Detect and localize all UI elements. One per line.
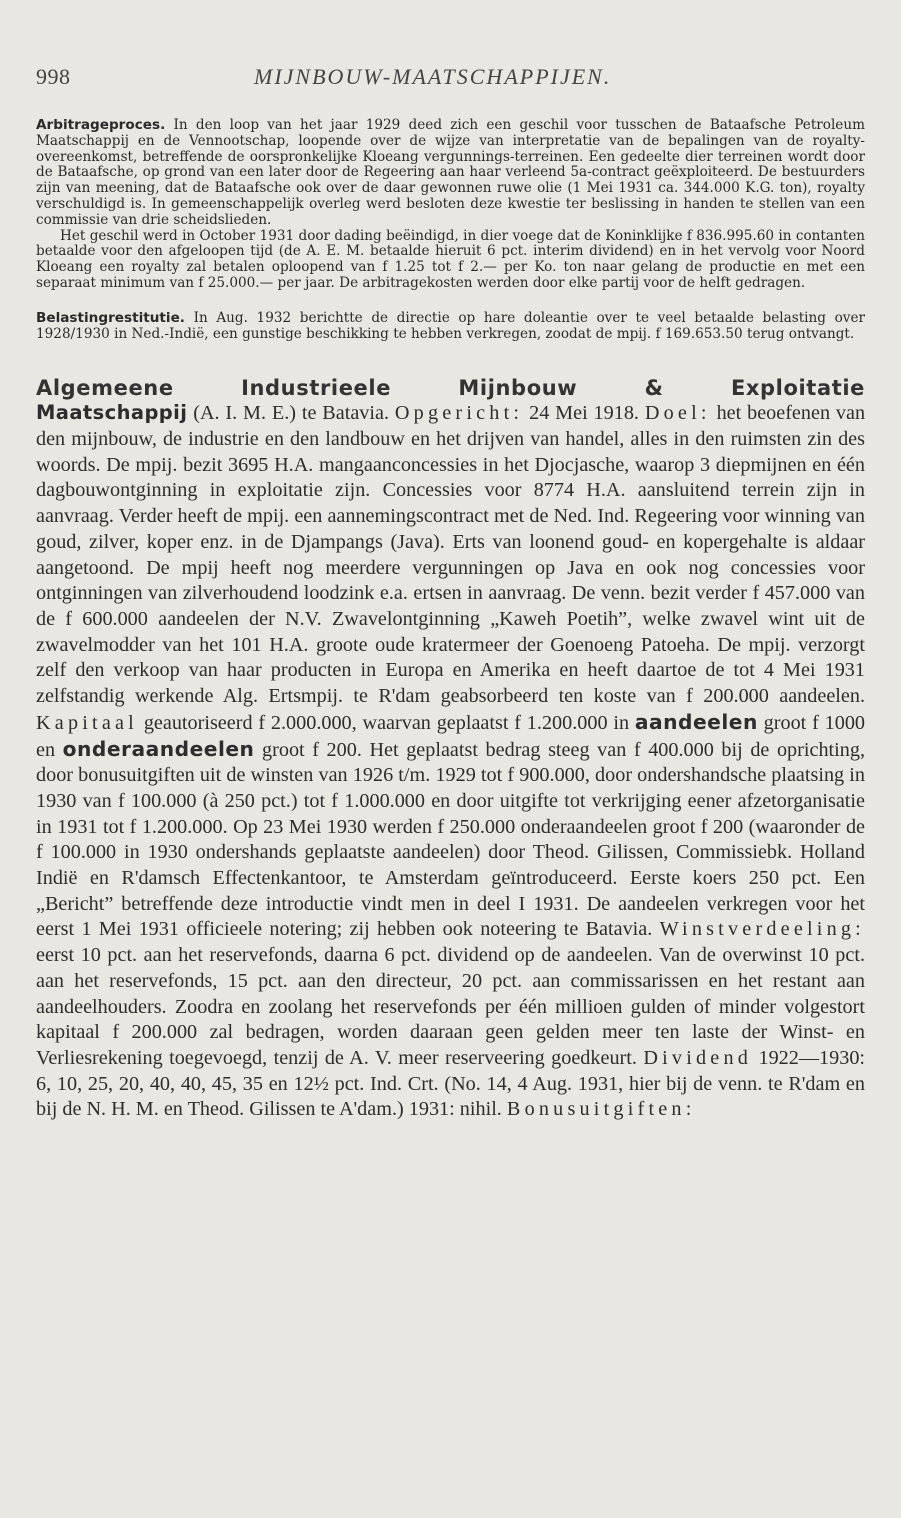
bonusuitgiften-label: Bonusuitgiften: (506, 1098, 696, 1121)
paragraph-gap (36, 292, 865, 311)
arbitrage-text: In den loop van het jaar 1929 deed zich een geschil voor tusschen de Bataafsche Petroleum Maatschappij en de Vennootschap, loopende over de wijze van interpretatie van de bepalingen van de royalty-overeenkomst, betreffende de oorspronkelijke Kloeang vergunnings-terreinen. Een gedeelte dier terreinen wordt door de Bataafsche, op grond van een later door de Regeering aan haar verleend 5a-contract geëxploiteerd. De bestuurders zijn van meening, dat de Bataafsche ook over de daar gewonnen ruwe olie (1 Mei 1931 ca. 344.000 K.G. ton), royalty verschuldigd is. In gemeenschappelijk overleg werd besloten deze kwestie ter beslissing in handen te stellen van een commissie van drie scheidslieden. (36, 117, 865, 228)
company-text-b: geautoriseerd f 2.000.000, waarvan geplaatst f 1.200.000 in (143, 711, 630, 734)
onderaandeelen-label: onderaandeelen (62, 736, 255, 761)
company-name-rest: (A. I. M. E.) te Batavia. (193, 402, 390, 425)
page-number: 998 (36, 64, 71, 89)
page-header (36, 64, 865, 94)
opgericht-label: Opgericht: (394, 402, 524, 425)
company-name: Maatschappij (36, 401, 188, 425)
belasting-paragraph (36, 311, 865, 343)
belasting-heading: Belastingrestitutie. (36, 309, 185, 326)
doel-label: Doel: (644, 402, 711, 425)
company-text-f: 1922—1930: 6, 10, 25, 20, 40, 40, 45, 35 en 12½ pct. Ind. Crt. (No. 14, 4 Aug. 1931, hier bij de venn. te R'dam en bij de N. H. M. en Theod. Gilissen te A'dam.) 1931: nihil. (36, 1046, 866, 1121)
arbitrage-heading: Arbitrageproces. (36, 117, 166, 133)
company-heading: Algemeene Industrieele Mijnbouw & Exploitatie (36, 376, 865, 401)
winstverdeeling-label: Winstverdeeling: (659, 918, 865, 941)
arbitrage-text-2: Het geschil werd in October 1931 door dading beëindigd, in dier voege dat de Koninklijke f 836.995.60 in contanten betaalde voor den afgeloopen tijd (de A. E. M. betaalde hieruit 6 pct. interim dividend) en in het vervolg voor Noord Kloeang een royalty zal betalen oploopend van f 1.25 tot f 2.— per Ko. ton naar gelang de productie en met een separaat minimum van f 25.000.— per jaar. De arbitragekosten werden door elke partij voor de helft gedragen. (36, 227, 865, 291)
company-text-d: groot f 200. Het geplaatst bedrag steeg van f 400.000 bij de oprichting, door bonusuitgiften uit de winsten van 1926 t/m. 1929 tot f 900.000, door ondershandsche plaatsing in 1930 van f 100.000 (à 250 pct.) tot f 1.000.000 en door uitgifte tot verkrijging eener afzetorganisatie in 1931 tot f 1.200.000. Op 23 Mei 1930 werden f 250.000 onderaandeelen groot f 200 (waaronder de f 100.000 in 1930 ondershands geplaatste aandeelen) door Theod. Gilissen, Commissiebk. Holland Indië en R'damsch Effectenkantoor, te Amsterdam geïntroduceerd. Eerste koers 250 pct. Een „Bericht” betreffende deze introductie vindt men in deel I 1931. De aandeelen verkregen voor het eerst 1 Mei 1931 officieele notering; zij hebben ook noteering te Batavia. (36, 738, 865, 941)
aandeelen-label: aandeelen (634, 709, 758, 734)
kapitaal-label: Kapitaal (36, 711, 138, 734)
belasting-text: In Aug. 1932 berichtte de directie op hare doleantie over te veel betaalde belasting over 1928/1930 in Ned.-Indië, een gunstige beschikking te hebben verkregen, zoodat de mpij. f 169.653.50 terug ontvangt. (36, 309, 865, 342)
running-title: MIJNBOUW-MAATSCHAPPIJEN. (254, 64, 612, 89)
company-text-e: eerst 10 pct. aan het reservefonds, daarna 6 pct. dividend op de aandeelen. Van de overwinst 10 pct. aan het reservefonds, 15 pct. aan den directeur, 20 pct. aan commissarissen en het restant aan aandeelhouders. Zoodra en zoolang het reservefonds per één millioen gulden of minder volgestort kapitaal f 200.000 zal bedragen, worden daaraan geen gelden meer ten laste der Winst- en Verliesrekening toegevoegd, tenzij de A. V. meer reserveering goedkeurt. (36, 944, 865, 1069)
company-text-a: het beoefenen van den mijnbouw, de industrie en den landbouw en het drijven van handel, alles in den ruimsten zin des woords. De mpij. bezit 3695 H.A. mangaanconcessies in het Djocjasche, waarop 3 diepmijnen en één dagbouwontginning in exploitatie zijn. Concessies voor 8774 H.A. aansluitend terrein zijn in aanvraag. Verder heeft de mpij. een aannemingscontract met de Ned. Ind. Regeering voor winning van goud, zilver, koper enz. in de Djampangs (Java). Erts van loonend goud- en kopergehalte is aldaar aangetoond. De mpij heeft nog meerdere vergunningen op Java en ook nog concessies voor ontginningen van zilverhoudend loodzink e.a. ertsen in aanvraag. De venn. bezit verder f 457.000 van de f 600.000 aandeelen der N.V. Zwavelontginning „Kaweh Poetih”, welke zwavel wint uit de zwavelmodder van het 101 H.A. groote oude kratermeer der Goenoeng Patoeha. De mpij. verzorgt zelf den verkoop van haar producten in Europa en Amerika en heeft daartoe de tot 4 Mei 1931 zelfstandig werkende Alg. Ertsmpij. te R'dam geabsorbeerd ten koste van f 200.000 aandeelen. (36, 402, 866, 708)
dividend-label: Dividend (643, 1046, 753, 1069)
opgericht-value: 24 Mei 1918. (529, 402, 639, 425)
company-text-c: groot f 1000 en (36, 711, 866, 761)
company-body (36, 400, 865, 1123)
arbitrage-paragraph (36, 118, 865, 229)
arbitrage-paragraph-2 (36, 229, 865, 292)
